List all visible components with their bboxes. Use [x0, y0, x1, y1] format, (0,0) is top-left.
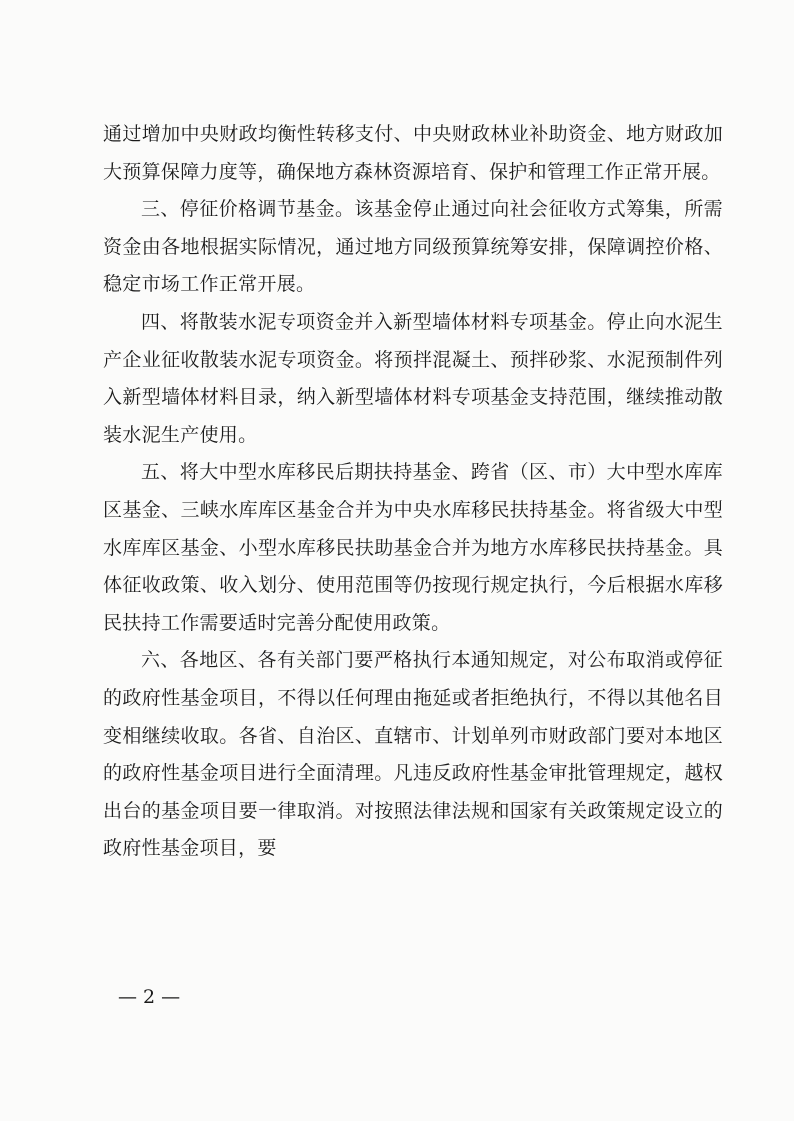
page-number: — 2 —: [118, 986, 181, 1008]
paragraph-continuation: 通过增加中央财政均衡性转移支付、中央财政林业补助资金、地方财政加大预算保障力度等，确保地方森林资源培育、保护和管理工作正常开展。: [103, 123, 723, 183]
paragraph-item-6: 六、各地区、各有关部门要严格执行本通知规定，对公布取消或停征的政府性基金项目，不得以任何理由拖延或者拒绝执行，不得以其他名目变相继续收取。各省、自治区、直辖市、计划单列市财政部门要对本地区的政府性基金项目进行全面清理。凡违反政府性基金审批管理规定，越权出台的基金项目要一律取消。对按照法律法规和国家有关政策规定设立的政府性基金项目，要: [103, 649, 723, 860]
paragraph-item-4: 四、将散装水泥专项资金并入新型墙体材料专项基金。停止向水泥生产企业征收散装水泥专项资金。将预拌混凝土、预拌砂浆、水泥预制件列入新型墙体材料目录，纳入新型墙体材料专项基金支持范围，继续推动散装水泥生产使用。: [103, 310, 723, 446]
document-body: [103, 116, 723, 868]
paragraph-item-5: 五、将大中型水库移民后期扶持基金、跨省（区、市）大中型水库库区基金、三峡水库库区基金合并为中央水库移民扶持基金。将省级大中型水库库区基金、小型水库移民扶助基金合并为地方水库移民扶持基金。具体征收政策、收入划分、使用范围等仍按现行规定执行，今后根据水库移民扶持工作需要适时完善分配使用政策。: [103, 461, 723, 634]
paragraph-item-3: 三、停征价格调节基金。该基金停止通过向社会征收方式筹集，所需资金由各地根据实际情况，通过地方同级预算统筹安排，保障调控价格、稳定市场工作正常开展。: [103, 198, 723, 296]
